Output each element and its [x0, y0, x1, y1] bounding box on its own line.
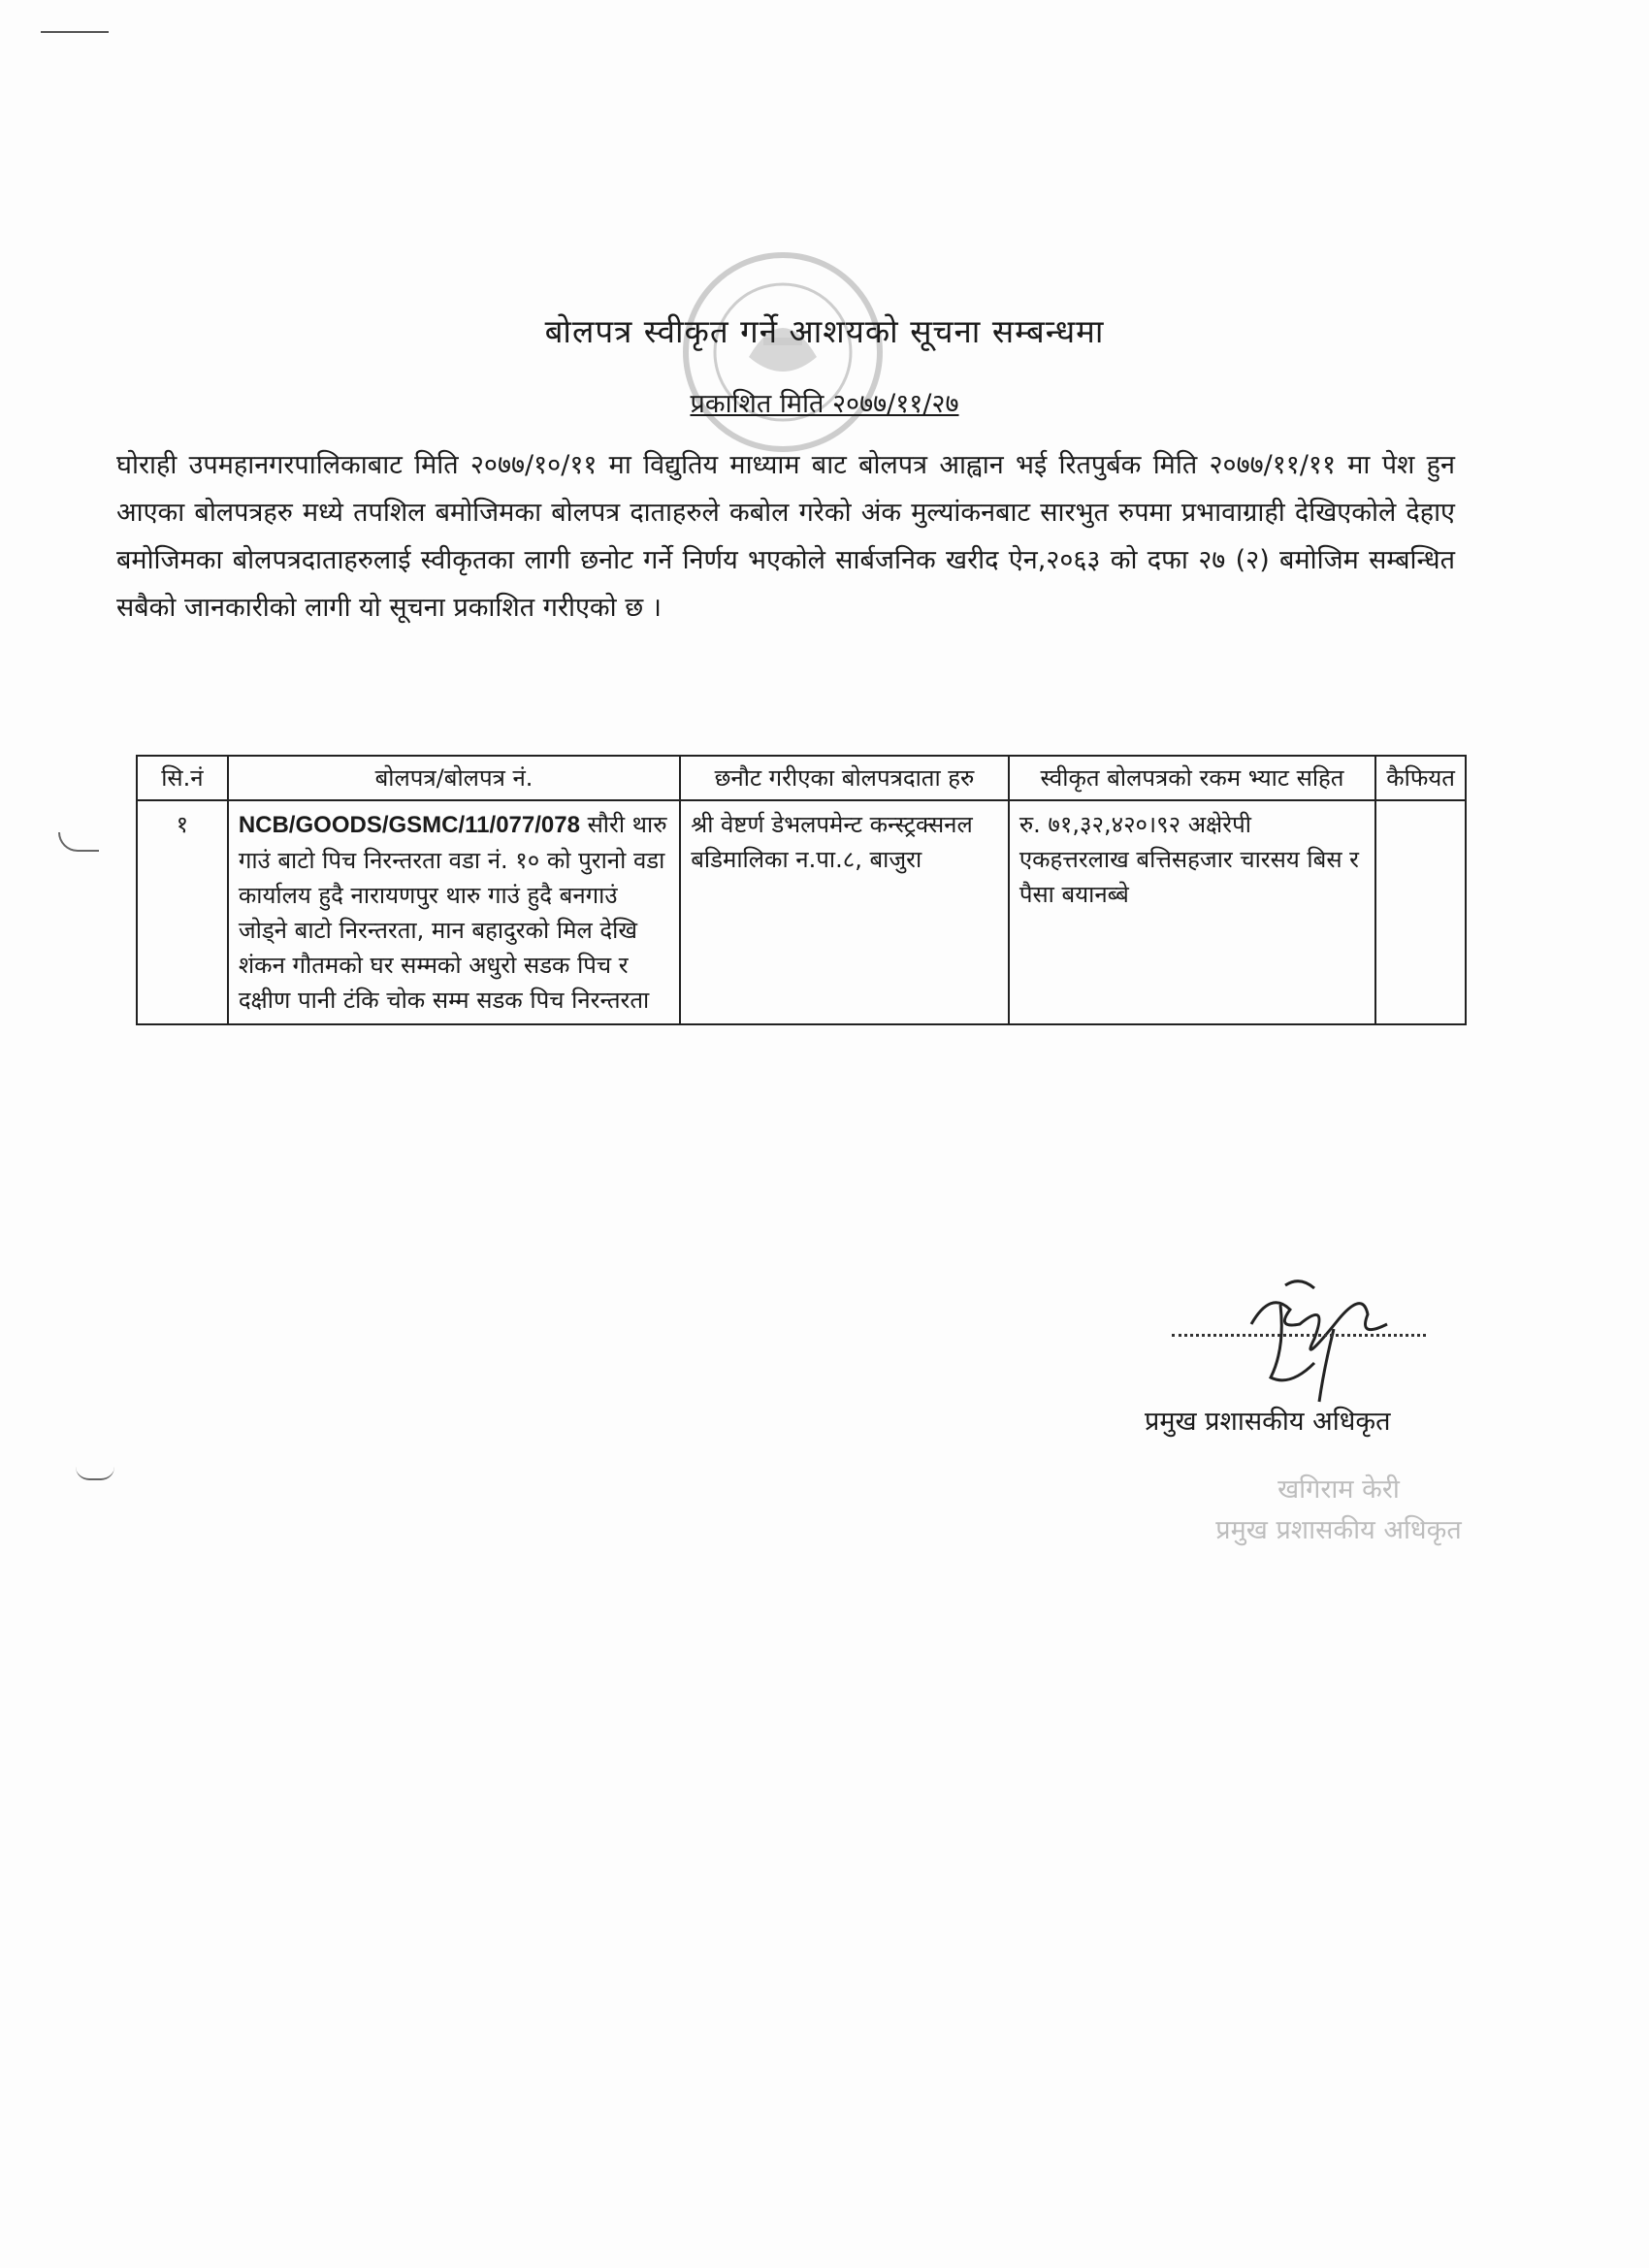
stamp-title: प्रमुख प्रशासकीय अधिकृत [1215, 1515, 1462, 1545]
header-bid-number: बोलपत्र/बोलपत्र नं. [228, 756, 680, 800]
cell-amount: रु. ७१,३२,४२०।९२ अक्षेरेपी एकहत्तरलाख बत्तिसहजार चारसय बिस र पैसा बयानब्बे [1009, 800, 1375, 1024]
municipal-seal-icon [671, 241, 894, 464]
table-header-row [137, 756, 1466, 800]
signer-designation: प्रमुख प्रशासकीय अधिकृत [1145, 1407, 1391, 1437]
notice-title: बोलपत्र स्वीकृत गर्ने आशयको सूचना सम्बन्धमा [544, 312, 1105, 350]
official-stamp [1212, 1470, 1465, 1551]
signature-line [1172, 1334, 1426, 1337]
table-row [137, 800, 1466, 1024]
scan-speck [58, 832, 99, 852]
cell-serial: १ [137, 800, 228, 1024]
header-serial: सि.नं [137, 756, 228, 800]
selected-bids-table [136, 755, 1467, 1025]
bid-description: सौरी थारु गाउं बाटो पिच निरन्तरता वडा नं. १० को पुरानो वडा कार्यालय हुदै नारायणपुर थारु गाउं हुदै बनगाउं जोड्ने बाटो निरन्तरता, मान बहादुरको मिल देखि शंकन गौतमको घर सम्मको अधुरो सडक पिच र दक्षीण पानी टंकि चोक सम्म सडक पिच निरन्तरता [238, 811, 667, 1014]
cell-remarks [1375, 800, 1466, 1024]
stamp-name: खगिराम केरी [1277, 1474, 1400, 1505]
cell-bidder: श्री वेष्टर्ण डेभलपमेन्ट कन्स्ट्रक्सनल बडिमालिका न.पा.८, बाजुरा [680, 800, 1009, 1024]
signature-icon [1145, 1271, 1455, 1407]
publication-date: प्रकाशित मिति २०७७/११/२७ [690, 389, 959, 419]
notice-body: घोराही उपमहानगरपालिकाबाट मिति २०७७/१०/११ मा विद्युतिय माध्याम बाट बोलपत्र आह्वान भई रितपुर्बक मिति २०७७/११/११ मा पेश हुन आएका बोलपत्रहरु मध्ये तपशिल बमोजिमका बोलपत्र दाताहरुले कबोल गरेको अंक मुल्यांकनबाट सारभुत रुपमा प्रभावाग्राही देखिएकोले देहाए बमोजिमका बोलपत्रदाताहरुलाई स्वीकृतका लागी छनोट गर्ने निर्णय भएकोले सार्बजनिक खरीद ऐन,२०६३ को दफा २७ (२) बमोजिम सम्बन्धित सबैको जानकारीको लागी यो सूचना प्रकाशित गरीएको छ । [116, 450, 1455, 623]
scan-line [41, 31, 109, 33]
header-amount: स्वीकृत बोलपत्रको रकम भ्याट सहित [1009, 756, 1375, 800]
header-bidder: छनौट गरीएका बोलपत्रदाता हरु [680, 756, 1009, 800]
cell-bid-description [228, 800, 680, 1024]
header-remarks: कैफियत [1375, 756, 1466, 800]
bid-code: NCB/GOODS/GSMC/11/077/078 [238, 812, 580, 838]
scan-speck [76, 1467, 114, 1480]
